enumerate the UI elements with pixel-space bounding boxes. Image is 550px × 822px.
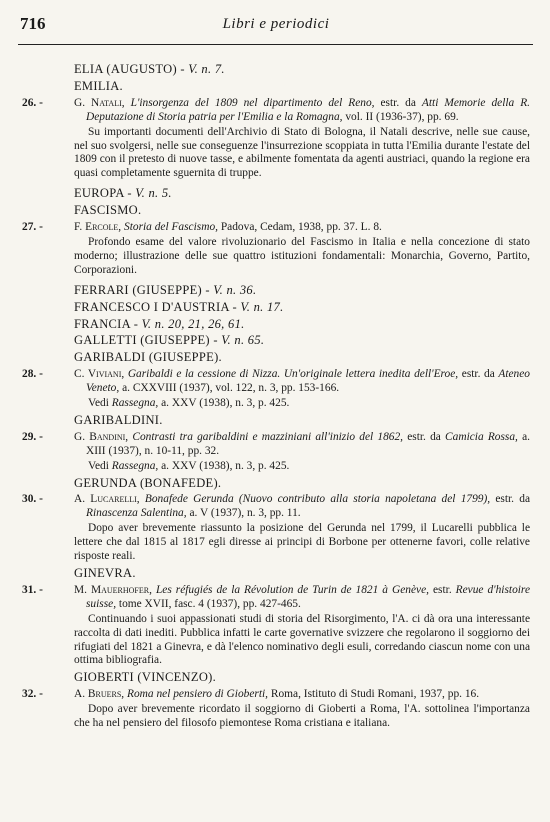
entry-citation: C. Viviani, Garibaldi e la cessione di Nizza. Un'originale lettera inedita dell'Eroe, estr. da Ateneo Veneto, a. CXXVIII (1937), vol. 122, n. 3, pp. 153-166. [74,368,530,395]
running-title: Libri e periodici [222,16,330,32]
entry-citation: F. Ercole, Storia del Fascismo, Padova, Cedam, 1938, pp. 37. L. 8. [74,221,382,234]
subject-heading: GARIBALDI (GIUSEPPE). [74,350,222,365]
entry-abstract: Dopo aver brevemente ricordato il soggiorno di Gioberti a Roma, l'A. sottolinea l'importanza che ha nel pensiero del filosofo piemontese Roma cristiana e italiana. [74,703,530,730]
subject-heading: EUROPA - V. n. 5. [74,186,172,201]
subject-heading: EMILIA. [74,78,123,93]
subject-heading: FRANCESCO I D'AUSTRIA - V. n. 17. [74,299,284,314]
entry-review-ref: Vedi Rassegna, a. XXV (1938), n. 3, p. 425. [88,397,290,410]
subject-heading: FRANCIA - V. n. 20, 21, 26, 61. [74,316,245,331]
entry-number: 32. - [22,688,43,701]
subject-heading: FASCISMO. [74,203,142,218]
entry-number: 28. - [22,368,43,381]
bibliography-entry [22,221,530,278]
entry-citation: A. Lucarelli, Bonafede Gerunda (Nuovo contributo alla storia napoletana del 1799), estr. da Rinascenza Salentina, a. V (1937), n. 3, pp. 11. [74,493,531,520]
entry-citation: M. Mauerhofer, Les réfugiés de la Révolution de Turin de 1821 à Genève, estr. Revue d'histoire suisse, tome XVII, fasc. 4 (1937), pp. 427-465. [74,583,530,610]
subject-heading: GIOBERTI (VINCENZO). [74,670,217,685]
entry-abstract: Profondo esame del valore rivoluzionario del Fascismo in Italia e nella concezione di stato moderno; illustrazione delle sue quattro istituzioni fondamentali: Monarchia, Governo, Partito, Corporazioni. [74,235,530,276]
entry-number: 30. - [22,493,43,506]
entry-review-ref: Vedi Rassegna, a. XXV (1938), n. 3, p. 425. [88,459,290,472]
header-rule [18,44,533,45]
bibliography-entry [22,368,530,411]
subject-heading: FERRARI (GIUSEPPE) - V. n. 36. [74,282,257,297]
subject-heading: GERUNDA (BONAFEDE). [74,475,222,490]
entry-number: 29. - [22,430,43,443]
entry-number: 27. - [22,221,43,234]
subject-heading: GINEVRA. [74,566,136,580]
entry-number: 31. - [22,583,43,596]
bibliography-entry [22,431,530,474]
entry-abstract: Continuando i suoi appassionati studi di storia del Risorgimento, l'A. ci dà ora una interessante raccolta di dati inediti. Pubblica infatti le carte governative svizzere che regolarono il soggiorno dei rifugiati del 1821 a Ginevra, e dà l'elenco nominativo degli esuli, corredando ciascun nome con una ottima bibliografia. [74,612,530,667]
bibliography-entry [22,584,530,668]
subject-heading: GARIBALDINI. [74,412,163,427]
entry-abstract: Su importanti documenti dell'Archivio di Stato di Bologna, il Natali descrive, nelle sue cause, nel suo svolgersi, nelle sue conseguenze l'insurrezione scoppiata in tutta l'Emilia durante l'estate del 1809 con il pretesto di nuove tasse, e abilmente fomentata da agenti austriaci, quando la regione era quasi completamente sguernita di truppe. [74,125,530,180]
entry-abstract: Dopo aver brevemente riassunto la posizione del Gerunda nel 1799, il Lucarelli pubblica le lettere che dal 1815 al 1817 egli diresse ai principi di Borbone per ottenerne favori, colle relative risposte reali. [74,522,530,563]
page-number: 716 [20,14,46,33]
bibliography-entry [22,97,530,181]
subject-heading: ELIA (AUGUSTO) - V. n. 7. [74,62,225,76]
entry-citation: G. Natali, L'insorgenza del 1809 nel dipartimento del Reno, estr. da Atti Memorie della R. Deputazione di Storia patria per l'Emilia e la Romagna, vol. II (1936-37), pp. 69. [74,96,531,123]
page-body [22,60,530,731]
subject-heading: GALLETTI (GIUSEPPE) - V. n. 65. [74,333,265,348]
entry-number: 26. - [22,96,43,109]
entry-citation: G. Bandini, Contrasti tra garibaldini e mazziniani all'inizio del 1862, estr. da Camicia Rossa, a. XIII (1937), n. 10-11, pp. 32. [74,430,531,457]
bibliography-entry [22,493,530,564]
page-header [20,14,532,40]
entry-citation: A. Bruers, Roma nel pensiero di Gioberti, Roma, Istituto di Studi Romani, 1937, pp. 16. [74,688,480,701]
bibliography-entry [22,688,530,731]
